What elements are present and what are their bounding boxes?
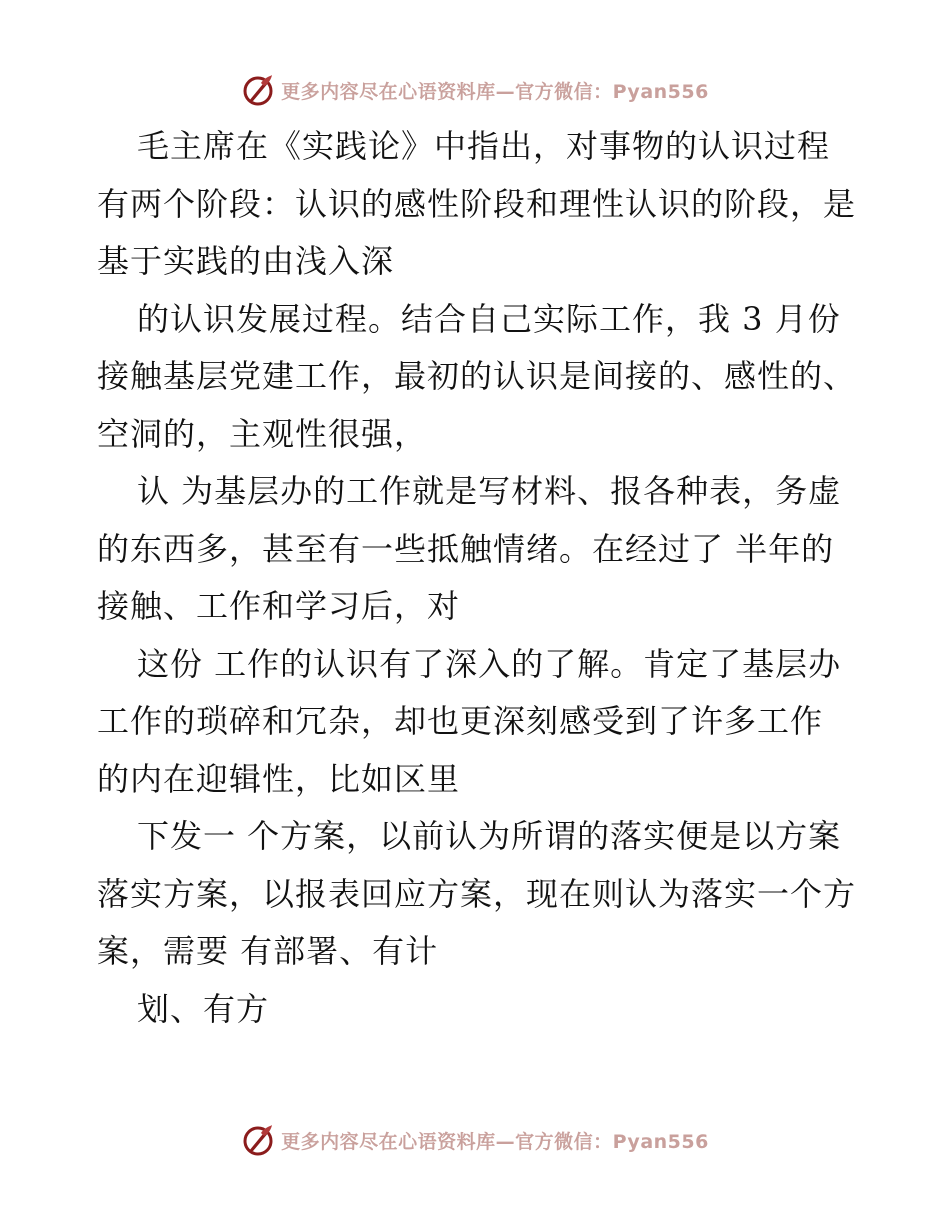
header-banner (0, 70, 950, 110)
document-body (97, 118, 857, 1038)
paragraph: 划、有方 (137, 989, 270, 1028)
paragraph: 认 为基层办的工作就是写材料、报各种表，务虚的东西多，甚至有一些抵触情绪。在经过了 半年的接触、工作和学习后，对 (97, 472, 842, 625)
paragraph: 下发一 个方案，以前认为所谓的落实便是以方案落实方案，以报表回应方案，现在则认为落实一个方案，需要 有部署、有计 (97, 817, 857, 970)
quill-logo-icon (241, 1123, 275, 1157)
paragraph: 的认识发展过程。结合自己实际工作，我 3 月份接触基层党建工作，最初的认识是间接的、感性的、空洞的，主观性很强， (97, 299, 857, 453)
footer-banner (0, 1120, 950, 1160)
banner-text: 更多内容尽在心语资料库—官方微信：Pyan556 (281, 80, 709, 103)
quill-logo-icon (241, 73, 275, 107)
paragraph: 毛主席在《实践论》中指出，对事物的认识过程有两个阶段：认识的感性阶段和理性认识的阶段，是基于实践的由浅入深 (97, 127, 857, 280)
banner-text: 更多内容尽在心语资料库—官方微信：Pyan556 (281, 1130, 709, 1153)
paragraph: 这份 工作的认识有了深入的了解。肯定了基层办工作的琐碎和冗杂，却也更深刻感受到了许多工作 的内在迎辑性，比如区里 (97, 644, 842, 798)
